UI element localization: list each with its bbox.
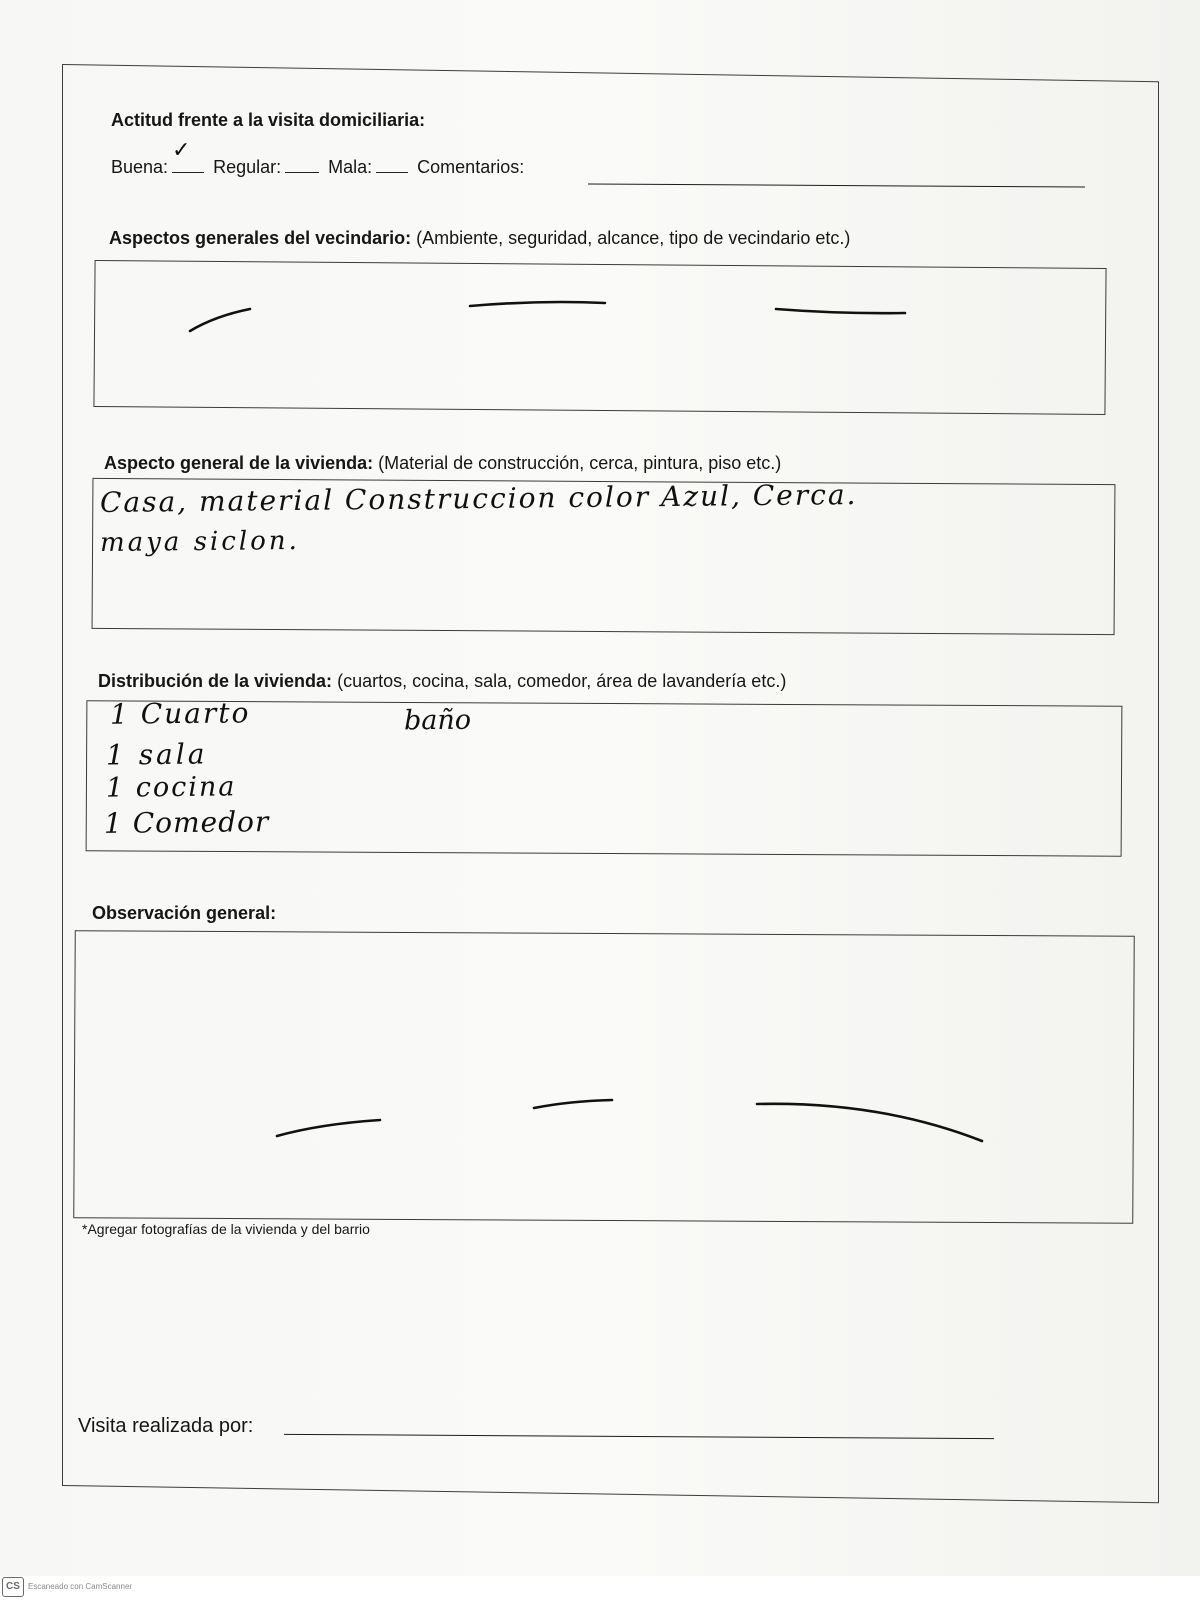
neighborhood-heading: Aspectos generales del vecindario: (Ambiente, seguridad, alcance, tipo de vecindario etc.) — [109, 228, 851, 248]
housing-heading: Aspecto general de la vivienda: (Material de construcción, cerca, pintura, piso etc.) — [104, 453, 782, 473]
distribution-heading: Distribución de la vivienda: (cuartos, cocina, sala, comedor, área de lavandería etc.) — [98, 671, 787, 691]
attitude-options-row — [111, 137, 525, 178]
scanner-footer — [0, 1576, 1200, 1600]
comments-label: Comentarios: — [417, 157, 525, 177]
neighborhood-box — [93, 260, 1106, 415]
camscanner-logo: CS — [2, 1577, 24, 1597]
bad-blank — [376, 156, 408, 173]
good-label: Buena: — [111, 157, 169, 177]
regular-label: Regular: — [213, 157, 282, 177]
distribution-item: 1 cocina — [105, 771, 237, 804]
camscanner-text: Escaneado con CamScanner — [28, 1582, 133, 1591]
distribution-extra: baño — [403, 704, 472, 737]
distribution-item: 1 sala — [105, 737, 208, 772]
good-blank — [171, 137, 204, 173]
housing-handwriting-line-1: Casa, material Construccion color Azul, Cerca. — [99, 478, 858, 519]
attitude-heading: Actitud frente a la visita domiciliaria: — [111, 110, 426, 130]
regular-blank — [285, 156, 319, 173]
good-checkmark: ✓ — [171, 137, 191, 164]
distribution-item: 1 Cuarto — [109, 696, 251, 731]
observation-heading: Observación general: — [92, 903, 277, 923]
housing-handwriting-line-2: maya siclon. — [99, 525, 300, 559]
bad-label: Mala: — [328, 157, 373, 177]
visit-by-label: Visita realizada por: — [78, 1415, 254, 1437]
distribution-item: 1 Comedor — [103, 805, 270, 840]
photos-note: *Agregar fotografías de la vivienda y del barrio — [82, 1221, 370, 1237]
observation-box — [73, 930, 1134, 1224]
